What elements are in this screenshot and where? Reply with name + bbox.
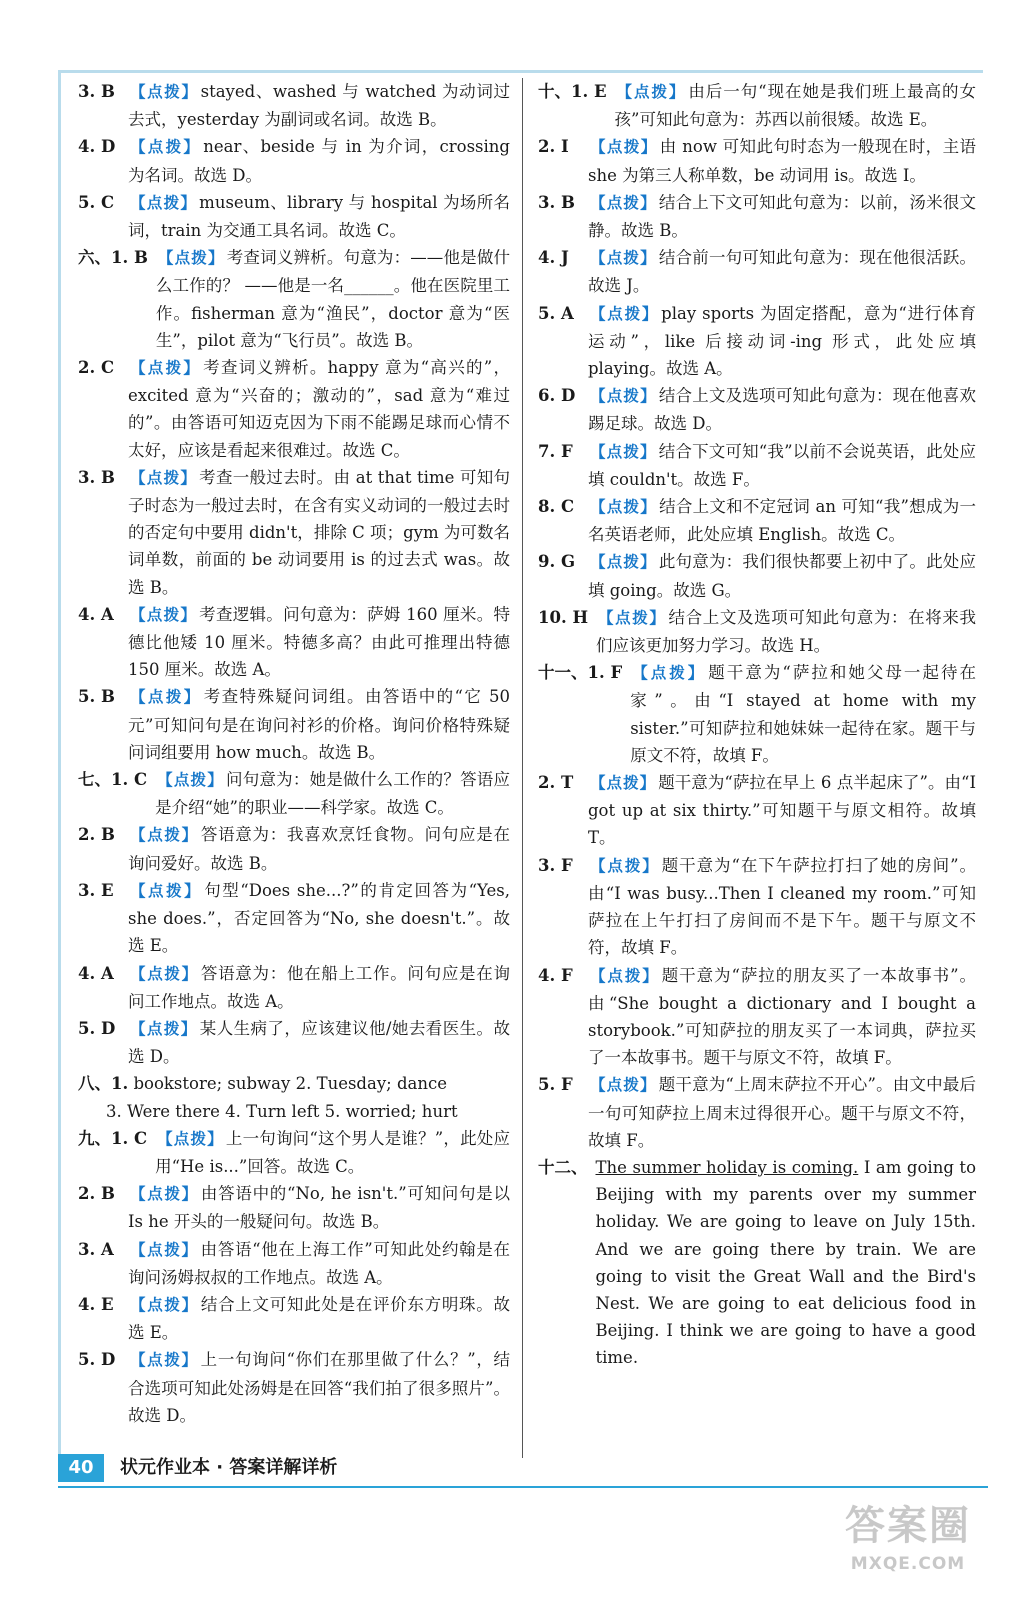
explanation-body: 结合下文可知“我”以前不会说英语，此处应填 couldn't。故选 F。 [588,441,976,489]
essay-entry [538,1154,976,1372]
explanation-body: 考查词义辨析。句意为：——他是做什么工作的？ ——他是一名______。他在医院里工作。fisherman 意为“渔民”，doctor 意为“医生”，pilot 意为“飞行员”。故选 B。 [155,248,510,350]
answer-column-right [538,78,976,1372]
answer-entry [538,548,976,603]
question-number: 3. A [78,1239,114,1259]
explanation-text [78,354,510,464]
hint-tag: 【点拨】 [130,881,203,900]
question-number: 5. D [78,1350,116,1370]
left-rule [58,70,61,1460]
answer-entry [538,962,976,1072]
answer-entry [78,464,510,601]
answer-entry [78,766,510,821]
answer-entry [78,683,510,766]
explanation-body: play sports 为固定搭配，意为“进行体育运动”，like 后接动词-ing 形式，此处应填 playing。故选 A。 [588,303,976,379]
essay-title: The summer holiday is coming. [595,1157,859,1177]
answer-entry [538,769,976,852]
explanation-text [78,1291,510,1346]
hint-tag: 【点拨】 [130,468,198,487]
hint-tag: 【点拨】 [590,774,657,793]
answer-entry [538,438,976,493]
section-number: 十二、 [538,1157,588,1177]
question-number: 4. A [78,963,114,983]
question-number: 6. D [538,386,576,406]
answer-entry [78,877,510,960]
explanation-body: 结合上文和不定冠词 an 可知“我”想成为一名英语老师，此处应填 English。故选 C。 [588,497,976,545]
hint-tag: 【点拨】 [616,83,687,101]
question-number: 5. A [538,303,574,323]
hint-tag: 【点拨】 [590,304,660,323]
explanation-body: near、beside 与 in 为介词，crossing 为名词。故选 D。 [128,137,510,185]
answer-entry [538,189,976,244]
hint-tag: 【点拨】 [590,249,657,268]
answer-entry [78,960,510,1015]
explanation-body: 由答语中的“No, he isn't.”可知问句是以 Is he 开头的一般疑问句。故选 B。 [128,1184,510,1232]
explanation-text [78,1180,510,1235]
hint-tag: 【点拨】 [590,498,658,517]
hint-tag: 【点拨】 [598,608,667,627]
answer-text: 3. Were there 4. Turn left 5. worried; hurt [106,1101,458,1121]
hint-tag: 【点拨】 [157,771,224,790]
question-number: 4. J [538,248,569,268]
question-number: 4. E [78,1294,114,1314]
answer-entry [78,133,510,188]
explanation-body: 由 now 可知此句时态为一般现在时，主语 she 为第三人称单数，be 动词用 is。故选 I。 [588,137,976,185]
hint-tag: 【点拨】 [590,856,660,875]
explanation-text [538,604,976,659]
question-number: 2. B [78,1184,115,1204]
question-number: 3. E [78,880,114,900]
column-divider [522,78,523,1458]
explanation-text [78,1236,510,1291]
explanation-text [538,382,976,437]
explanation-body: 考查词义辨析。happy 意为“高兴的”，excited 意为“兴奋的；激动的”，sad 意为“难过的”。由答语可知迈克因为下雨不能踢足球而心情不太好，应该是看起来很难过。故选 C。 [128,358,510,460]
hint-tag: 【点拨】 [130,1240,199,1259]
explanation-text [78,133,510,188]
answer-text: bookstore; subway 2. Tuesday; dance [133,1074,447,1094]
hint-tag: 【点拨】 [130,83,199,101]
hint-tag: 【点拨】 [130,964,199,983]
answer-entry [538,604,976,659]
hint-tag: 【点拨】 [130,826,199,845]
question-number: 4. F [538,965,573,985]
question-number: 八、1. [78,1074,129,1094]
footer-rule [58,1486,988,1488]
explanation-text [78,960,510,1015]
explanation-body: 上一句询问“你们在那里做了什么？”，结合选项可知此处汤姆是在回答“我们拍了很多照片”。故选 D。 [128,1350,510,1425]
hint-tag: 【点拨】 [590,193,657,212]
hint-tag: 【点拨】 [590,442,657,461]
explanation-text [78,464,510,601]
question-number: 六、1. B [78,248,148,268]
explanation-text [78,877,510,960]
essay-body [538,1154,976,1372]
question-number: 2. I [538,137,569,157]
explanation-text [538,189,976,244]
hint-tag: 【点拨】 [130,138,202,157]
answer-entry [538,659,976,769]
explanation-text [78,189,510,244]
hint-tag: 【点拨】 [590,387,657,406]
explanation-body: 结合前一句可知此句意为：现在他很活跃。故选 J。 [588,248,976,296]
explanation-text [78,1346,510,1429]
answer-entry [538,382,976,437]
explanation-text [538,438,976,493]
question-number: 2. T [538,773,574,793]
explanation-text [538,962,976,1072]
answer-entry [78,1180,510,1235]
explanation-body: 考查逻辑。问句意为：萨姆 160 厘米。特德比他矮 10 厘米。特德多高？由此可推理出特德 150 厘米。故选 A。 [128,604,510,680]
explanation-text [78,821,510,876]
explanation-text [538,852,976,962]
answer-entry [78,1236,510,1291]
page-margin [0,0,58,1600]
top-rule [58,70,983,73]
answer-entry [78,821,510,876]
hint-tag: 【点拨】 [632,664,707,683]
question-number: 3. B [538,192,575,212]
hint-tag: 【点拨】 [590,553,657,572]
answer-entry [538,78,976,133]
question-number: 3. B [78,82,115,101]
question-number: 7. F [538,441,573,461]
explanation-body: 由答语“他在上海工作”可知此处约翰是在询问汤姆叔叔的工作地点。故选 A。 [128,1239,510,1287]
question-number: 七、1. C [78,770,148,790]
hint-tag: 【点拨】 [157,1129,224,1148]
book-title: 状元作业本 · 答案详解详析 [120,1457,338,1478]
question-number: 5. F [538,1075,573,1095]
question-number: 2. B [78,825,115,845]
explanation-body: 句型“Does she...?”的肯定回答为“Yes, she does.”，否定回答为“No, she doesn't.”。故选 E。 [128,880,510,956]
explanation-body: 此句意为：我们很快都要上初中了。此处应填 going。故选 G。 [588,552,976,600]
answer-entry [538,1071,976,1154]
hint-tag: 【点拨】 [590,966,660,985]
explanation-body: 答语意为：我喜欢烹饪食物。问句应是在询问爱好。故选 B。 [128,825,510,873]
explanation-text [538,133,976,188]
question-number: 十、1. E [538,82,607,101]
question-number: 3. B [78,467,115,487]
question-number: 4. D [78,137,116,157]
explanation-text [78,1015,510,1070]
question-number: 10. H [538,607,589,627]
explanation-body: 题干意为“在下午萨拉打扫了她的房间”。由“I was busy...Then I cleaned my room.”可知萨拉在上午打扫了房间而不是下午。题干与原文不符，故填 F。 [588,855,976,958]
explanation-body: 题干意为“萨拉在早上 6 点半起床了”。由“I got up at six thirty.”可知题干与原文相符。故填 T。 [588,773,976,848]
explanation-text [538,493,976,548]
explanation-body: 问句意为：她是做什么工作的？答语应是介绍“她”的职业——科学家。故选 C。 [155,770,510,818]
explanation-body: 考查一般过去时。由 at that time 可知句子时态为一般过去时，在含有实义动词的一般过去时的否定句中要用 didn't，排除 C 项；gym 为可数名词单数，前面的 be 动词要用 is 的过去式 was。故选 B。 [128,467,510,597]
answer-entry [78,601,510,684]
hint-tag: 【点拨】 [130,1351,199,1370]
answer-entry [78,1015,510,1070]
answer-entry [78,1291,510,1346]
answer-column-left [78,78,510,1429]
explanation-body: 题干意为“萨拉和她父母一起待在家”。由“I stayed at home with my sister.”可知萨拉和她妹妹一起待在家。题干与原文不符，故填 F。 [630,663,976,765]
hint-tag: 【点拨】 [130,1019,198,1038]
question-number: 2. C [78,358,115,378]
hint-tag: 【点拨】 [130,688,202,707]
explanation-text [78,601,510,684]
explanation-body: 考查特殊疑问词组。由答语中的“它 50 元”可知问句是在询问衬衫的价格。询问价格特殊疑问词组要用 how much。故选 B。 [128,687,510,762]
answer-entry [78,354,510,464]
page-footer [58,1454,988,1484]
explanation-text [538,300,976,383]
hint-tag: 【点拨】 [590,138,658,157]
watermark [823,1500,993,1590]
explanation-body: 结合上文及选项可知此句意为：现在他喜欢踢足球。故选 D。 [588,386,976,434]
hint-tag: 【点拨】 [130,1295,199,1314]
explanation-body: 结合上下文可知此句意为：以前，汤米很文静。故选 B。 [588,192,976,241]
explanation-body: 题干意为“上周末萨拉不开心”。由文中最后一句可知萨拉上周末过得很开心。题干与原文不符，故填 F。 [588,1075,976,1150]
explanation-body: 结合上文可知此处是在评价东方明珠。故选 E。 [128,1294,510,1343]
question-number: 十一、1. F [538,663,623,683]
explanation-text [78,78,510,133]
explanation-body: 结合上文及选项可知此句意为：在将来我们应该更加努力学习。故选 H。 [596,607,976,656]
hint-tag: 【点拨】 [130,605,198,624]
question-number: 8. C [538,497,575,517]
answer-entry [78,1346,510,1429]
answer-entry [78,1125,510,1180]
question-number: 5. C [78,192,115,212]
question-number: 5. D [78,1018,116,1038]
answer-entry [78,189,510,244]
question-number: 3. F [538,855,573,875]
explanation-body: 由后一句“现在她是我们班上最高的女孩”可知此句意为：苏西以前很矮。故选 E。 [614,82,976,130]
explanation-body: 答语意为：他在船上工作。问句应是在询问工作地点。故选 A。 [128,963,510,1011]
explanation-body: museum、library 与 hospital 为场所名词，train 为交通工具名词。故选 C。 [128,192,510,241]
answer-entry [538,133,976,188]
explanation-body: 某人生病了，应该建议他/她去看医生。故选 D。 [128,1018,510,1067]
watermark-url: MXQE.COM [850,1554,966,1574]
explanation-body: 上一句询问“这个男人是谁？”，此处应用“He is...”回答。故选 C。 [155,1128,510,1176]
hint-tag: 【点拨】 [130,359,202,378]
essay-text: I am going to Beijing with my parents over my summer holiday. We are going to leave on July 15th. And we are going there by train. We are going to visit the Great Wall and the Bird's Nest. We are going to eat delicious food in Beijing. I think we are going to have a good time. [595,1157,976,1368]
explanation-text [538,244,976,299]
explanation-text [78,683,510,766]
answer-entry [538,852,976,962]
page-number: 40 [58,1454,104,1482]
hint-tag: 【点拨】 [130,193,198,212]
explanation-body: 题干意为“萨拉的朋友买了一本故事书”。由“She bought a dictionary and I bought a storybook.”可知萨拉的朋友买了一本词典，萨拉买了一本故事书。题干与原文不符，故填 F。 [588,965,976,1068]
watermark-logo: 答案圈 [845,1503,971,1549]
answer-entry [538,300,976,383]
explanation-text [538,1071,976,1154]
fill-answer-row [78,1098,510,1125]
fill-answer-row [78,1070,510,1097]
explanation-text [538,769,976,852]
explanation-text [538,548,976,603]
hint-tag: 【点拨】 [157,249,225,268]
hint-tag: 【点拨】 [130,1185,199,1204]
answer-entry [78,78,510,133]
explanation-body: stayed、washed 与 watched 为动词过去式，yesterday 为副词或名词。故选 B。 [128,82,510,130]
answer-entry [538,244,976,299]
question-number: 5. B [78,687,115,707]
question-number: 九、1. C [78,1128,148,1148]
question-number: 4. A [78,604,114,624]
answer-entry [538,493,976,548]
hint-tag: 【点拨】 [590,1076,657,1095]
question-number: 9. G [538,552,576,572]
answer-entry [78,244,510,354]
